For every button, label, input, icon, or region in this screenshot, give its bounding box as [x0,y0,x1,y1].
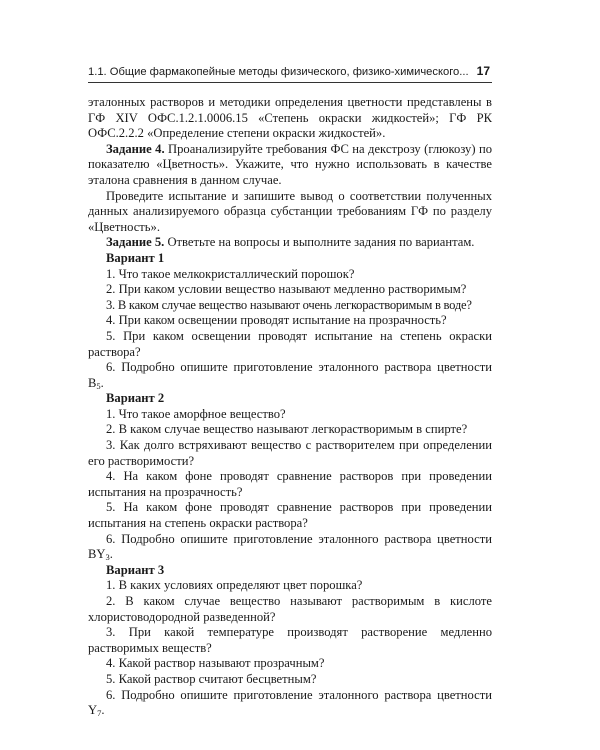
variant-1-question-4: 4. При каком освещении проводят испытание на прозрачность? [106,313,447,328]
variant-1-question-6-subscript: 5 [96,380,101,391]
variant-1-title: Вариант 1 [106,250,165,265]
variant-3-question-6-subscript: 7 [97,708,102,719]
variant-1-question-1: 1. Что такое мелкокристаллический порошок? [106,266,355,281]
task-5-label: Задание 5. [106,235,165,250]
variant-3-question-2: 2. В каком случае вещество называют растворимым в кислоте хлористоводородной разведенной? [88,594,492,624]
task-4-label: Задание 4. [106,141,165,156]
variant-1-question-2: 2. При каком условии вещество называют медленно растворимым? [106,282,467,297]
variant-1-question-5: 5. При каком освещении проводят испытание на степень окраски раствора? [88,328,492,359]
variant-3-question-1: 1. В каких условиях определяют цвет порошка? [106,578,363,593]
variant-2-question-4: 4. На каком фоне проводят сравнение растворов при проведении испытания на прозрачность? [88,469,492,499]
task-4-paragraph-2: Проведите испытание и запишите вывод о соответствии полученных данных анализируемого образца субстанции требованиям ГФ по разделу «Цветность». [88,188,492,234]
variant-2-question-6-subscript: 3 [105,552,110,563]
task-4-paragraph [88,142,492,189]
task-4-text: Проанализируйте требования ФС на декстрозу (глюкозу) по показателю «Цветность». Укажите, что нужно использовать в качестве эталона сравнения в данном случае. [88,141,492,187]
variant-2-question-5: 5. На каком фоне проводят сравнение растворов при проведении испытания на степень окраски раствора? [88,500,492,531]
task-5-text: Ответьте на вопросы и выполните задания по вариантам. [164,235,475,250]
page-body [88,95,492,719]
variant-2-question-6-end: . [109,547,113,562]
variant-1-question-6-end: . [100,375,104,390]
variant-2-title: Вариант 2 [106,391,165,406]
variant-3-question-4: 4. Какой раствор называют прозрачным? [106,656,325,671]
variant-1-question-6 [88,360,492,391]
page-number: 17 [476,64,490,78]
task-5-paragraph [88,235,492,251]
variant-1-question-3: 3. В каком случае вещество называют очень легкорастворимым в воде? [106,297,472,312]
variant-2-question-6-text: 6. Подробно опишите приготовление эталонного раствора цветности BY [88,531,492,562]
intro-paragraph: эталонных растворов и методики определения цветности представлены в ГФ XIV ОФС.1.2.1.0006.15 «Степень окраски жидкостей»; ГФ РК ОФС.2.2.2 «Определение степени окраски жидкостей». [88,95,492,141]
running-header [88,64,492,83]
variant-2-question-1: 1. Что такое аморфное вещество? [106,406,286,421]
running-header-title: 1.1. Общие фармакопейные методы физического, физико-химического... [88,66,469,78]
variant-2-question-6 [88,532,492,563]
variant-2-question-2: 2. В каком случае вещество называют легкорастворимым в спирте? [106,422,468,437]
variant-3-question-5: 5. Какой раствор считают бесцветным? [106,671,317,686]
variant-3-title: Вариант 3 [106,562,165,577]
variant-3-question-3: 3. При какой температуре производят растворение медленно растворимых веществ? [88,625,492,655]
variant-3-question-6-text: 6. Подробно опишите приготовление эталонного раствора цветности Y [88,687,492,718]
variant-2-question-3: 3. Как долго встряхивают вещество с растворителем при определении его растворимости? [88,438,492,468]
variant-3-question-6-end: . [101,703,105,718]
variant-1-question-6-text: 6. Подробно опишите приготовление эталонного раствора цветности В [88,360,492,390]
variant-3-question-6 [88,688,492,719]
